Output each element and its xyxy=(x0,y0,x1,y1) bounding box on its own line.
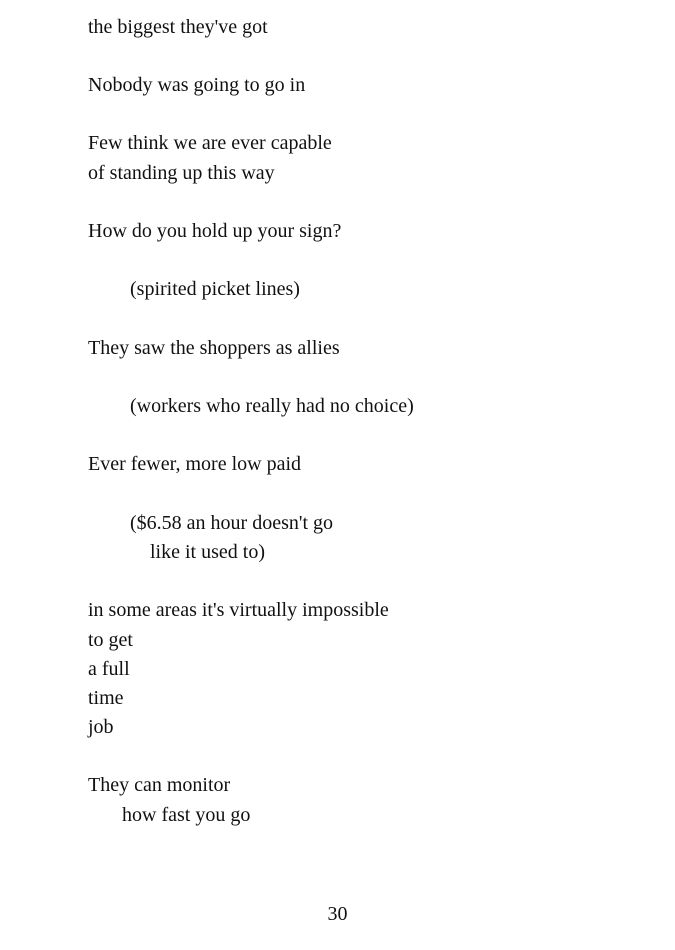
poem-line: How do you hold up your sign? xyxy=(88,220,342,242)
poem-line: in some areas it's virtually impossible xyxy=(88,599,389,621)
poem-line: They can monitor xyxy=(88,774,231,796)
poem-line-indented: how fast you go xyxy=(122,804,251,826)
poem-line-indented: like it used to) xyxy=(150,541,265,563)
poem-line: to get xyxy=(88,629,133,651)
poem-line: time xyxy=(88,687,124,709)
poem-line: Ever fewer, more low paid xyxy=(88,453,301,475)
poem-line-indented: (spirited picket lines) xyxy=(130,278,300,300)
poem-line: Nobody was going to go in xyxy=(88,74,306,96)
poem-line-indented: (workers who really had no choice) xyxy=(130,395,414,417)
page-number: 30 xyxy=(327,903,348,925)
poem-line-indented: ($6.58 an hour doesn't go xyxy=(130,512,334,534)
poem-line: Few think we are ever capable xyxy=(88,132,332,154)
poem-line: a full xyxy=(88,658,130,680)
poem-line: job xyxy=(88,716,114,738)
poem-line: They saw the shoppers as allies xyxy=(88,337,340,359)
poem-line: of standing up this way xyxy=(88,162,275,184)
poem-line: the biggest they've got xyxy=(88,16,268,38)
